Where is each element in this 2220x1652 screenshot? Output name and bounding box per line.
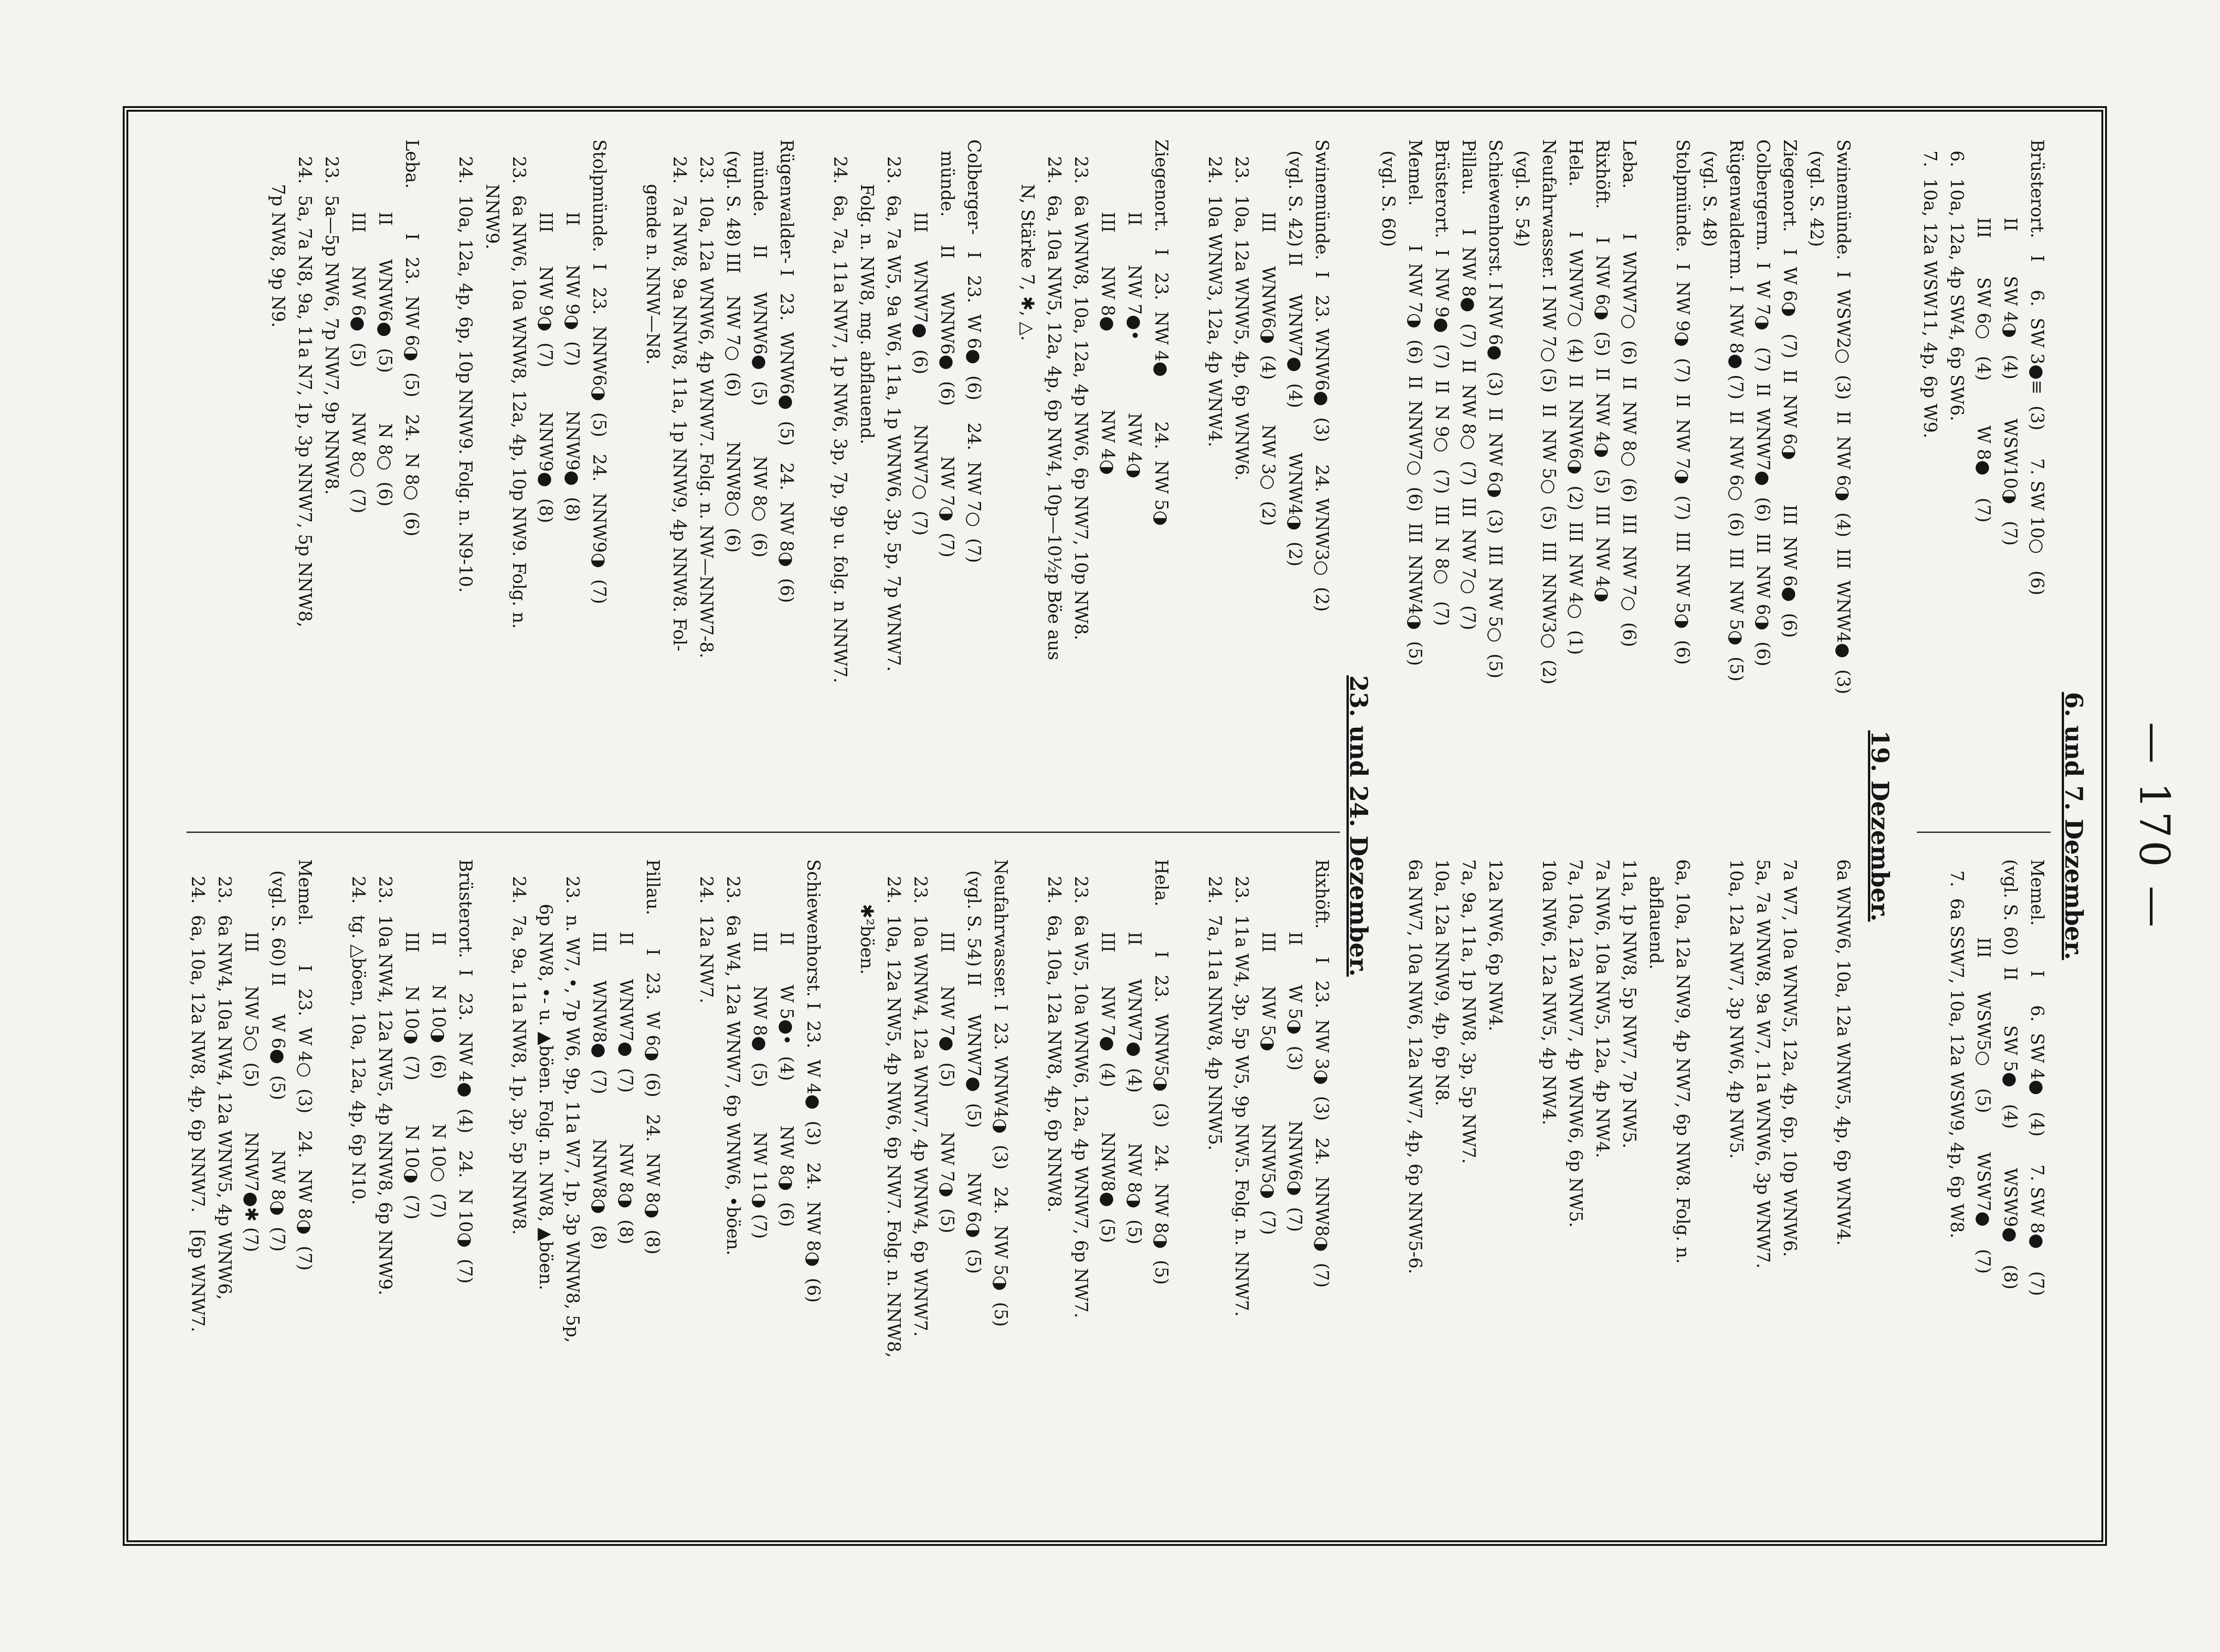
table-line: Stolpmünde. I 23. NNW6◑ (5) 24. NNW9◑ (7) — [589, 139, 610, 605]
table-line: II NW 9◑ (7) NNW9● (8) — [562, 139, 583, 522]
table-line: 5a, 7a WNW8, 9a W7, 11a WNW6, 3p WNW7. — [1753, 859, 1773, 1269]
table-line: 23. 6a W5, 10a WNW6, 12a, 4p WNW7, 6p NW7. — [1071, 859, 1091, 1318]
table-line: Stolpmünde. I NW 9◑ (7) II NW 7◑ (7) III NW 5◑ (6) — [1673, 139, 1693, 665]
table-line: 23. 6a WNW8, 10a, 12a, 4p NW6, 6p NW7, 10p NW8. — [1071, 139, 1091, 640]
table-line: 23. 10a NW4, 12a NW5, 4p NNW8, 6p NNW9. — [375, 859, 395, 1296]
table-line: Brüsterort. I 23. NW 4● (4) 24. N 10◑ (7) — [455, 859, 476, 1284]
table-line: 24. 10a WNW3, 12a, 4p WNW4. — [1205, 139, 1225, 447]
table-line: III NW 8● NW 4◑ — [1098, 139, 1118, 475]
table-line: Neufahrwasser. I 23. WNW4◑ (3) 24. NW 5◑ (5) — [991, 859, 1011, 1327]
table-line: Schiewenhorst. I NW 6● (3) II NW 6◑ (3) III NW 5○ (5) — [1485, 139, 1506, 679]
table-line: 10a, 12a NW7, 3p NW6, 4p NW5. — [1726, 859, 1747, 1159]
table-line: (vgl. S. 60) II SW 5● (4) WSW9● (8) — [2000, 859, 2021, 1290]
table-line: II N 10◑ (6) N 10○ (7) — [429, 859, 449, 1218]
table-line: 6a, 10a, 12a NW9, 4p NW7, 6p NW8. Folg. n. — [1673, 859, 1693, 1264]
table-line — [666, 859, 693, 1358]
table-line: II WNW6● (5) N 8○ (6) — [375, 139, 395, 507]
table-line: III WNW7● (6) NNW7○ (7) — [910, 139, 931, 536]
block-6-7-right — [1944, 859, 2051, 1296]
table-line: III NW 9◑ (7) NNW9● (8) — [536, 139, 556, 523]
table-line: 24. 12a NW7. — [696, 859, 717, 1004]
table-line: 23. 10a, 12a WNW5, 4p, 6p WNW6. — [1232, 139, 1252, 481]
table-line: münde. II WNW6● (5) NW 8○ (6) — [750, 139, 770, 558]
table-line: 7p NW8, 9p N9. — [268, 139, 288, 328]
table-line — [1175, 139, 1202, 683]
table-line: Memel. I NW 7◑ (6) II NNW7○ (6) III NNW4◑ (5) — [1405, 139, 1425, 666]
table-line: 7a W7, 10a WNW5, 12a, 4p, 6p, 10p WNW6. — [1780, 859, 1800, 1257]
table-line: 24. 6a, 10a, 12a NW8, 4p, 6p NNW8. — [1044, 859, 1065, 1213]
table-line: NNW9. — [482, 139, 503, 250]
table-line: (vgl. S. 42) II WNW7● (4) WNW4◑ (2) — [1285, 139, 1305, 567]
table-line: (vgl. S. 48) III NW 7○ (6) NNW8○ (6) — [723, 139, 743, 553]
table-line: Memel. I 6. SW 4● (4) 7. SW 8● (7) — [2027, 859, 2047, 1296]
table-line: Swinemünde. I WSW2○ (3) II NW 6◑ (4) III WNW4● (3) — [1833, 139, 1854, 694]
table-line: III NW 8● (5) NW 11◑ (7) — [750, 859, 770, 1239]
table-line: III SW 6○ (4) W 8● (7) — [1974, 139, 1994, 523]
table-line: III NW 7● (4) NNW8● (5) — [1098, 859, 1118, 1243]
table-line: N, Stärke 7, ✱, △. — [1017, 139, 1038, 341]
table-line: II WNW7● (4) NW 8◑ (5) — [1125, 859, 1145, 1245]
column-divider — [186, 832, 1340, 833]
table-line: Hela. I 23. WNW5◑ (3) 24. NW 8◑ (5) — [1151, 859, 1172, 1285]
table-line: Ziegenort. I 23. NW 4● 24. NW 5◑ — [1151, 139, 1172, 526]
table-line: Pillau. I 23. W 6◑ (6) 24. NW 8◑ (8) — [643, 859, 663, 1255]
table-line: 7. 10a, 12a WSW11, 4p, 6p W9. — [1920, 139, 1940, 439]
table-line: 24. tg. △böen, 10a, 12a, 4p, 6p N10. — [348, 859, 369, 1205]
table-line: Memel. I 23. W 4○ (3) 24. NW 8◑ (7) — [295, 859, 315, 1271]
table-line: III NW 5○ (5) NNW7●✱ (7) — [241, 859, 262, 1252]
section-title-dec-23-24: 23. und 24. Dezember. — [1344, 675, 1372, 977]
table-line: Neufahrwasser. I NW 7○ (5) II NW 5○ (5) III NNW3○ (2) — [1539, 139, 1559, 685]
table-line: Leba. I WNW7○ (6) II NW 8○ (6) III NW 7○ (6) — [1619, 139, 1640, 647]
table-line: 23. 6a, 7a W5, 9a W6, 11a, 1p WNW6, 3p, 5p, 7p WNW7. — [884, 139, 904, 672]
table-line: 23. n. W7, •, 7p W6, 9p, 11a W7, 1p, 3p WNW8, 5p, — [562, 859, 583, 1343]
table-line: 23. 5a—5p NW6, 7p NW7, 9p NNW8. — [322, 139, 342, 495]
table-line: Rixhöft. I NW 6◑ (5) II NW 4◑ (5) III NW 4◑ — [1592, 139, 1613, 603]
table-line — [1014, 859, 1041, 1358]
table-line: 10a, 12a NNW9, 4p, 6p N8. — [1432, 859, 1452, 1106]
table-line: 24. 7a, 9a, 11a NW8, 1p, 3p, 5p NNW8. — [509, 859, 529, 1235]
table-line — [827, 859, 854, 1358]
table-line: Colbergerm. I W 7◑ (7) II WNW7● (6) III NW 6◑ (6) — [1753, 139, 1773, 667]
block-23-24-right — [185, 859, 1335, 1358]
table-line — [1643, 139, 1669, 694]
table-line: 11a, 1p NW8, 5p NW7, 7p NW5. — [1619, 859, 1640, 1149]
block-19-left — [1375, 139, 1857, 694]
table-line: Rügenwalder- I 23. WNW6● (5) 24. NW 8◑ (6) — [777, 139, 797, 603]
table-line: 23. 10a WNW4, 12a WNW7, 4p WNW4, 6p WNW7. — [910, 859, 931, 1337]
table-line: Pillau. I NW 8● (7) II NW 8○ (7) III NW 7○ (7) — [1459, 139, 1479, 630]
table-line: 24. 10a, 12a, 4p, 6p, 10p NNW9. Folg. n. N9-10. — [455, 139, 476, 593]
table-line: 24. 10a, 12a NW5, 4p NW6, 6p NW7. Folg. n. NNW8, — [884, 859, 904, 1358]
block-19-right — [1402, 859, 1857, 1274]
table-line — [800, 139, 827, 683]
table-line: (vgl. S. 48) — [1699, 139, 1720, 247]
table-line — [987, 139, 1014, 683]
table-line: 7a, 9a, 11a, 1p NW8, 3p, 5p NW7. — [1459, 859, 1479, 1164]
table-line — [1175, 859, 1202, 1358]
table-line: 6. 10a, 12a, 4p SW4, 6p SW6. — [1947, 139, 1967, 421]
table-line: 6p NW8, •- u. ▲böen. Folg. n. NW8, ▲böen. — [536, 859, 556, 1290]
table-line: 10a NW6, 12a NW5, 4p NW4. — [1539, 859, 1559, 1125]
table-line: Colberger- I 23. W 6● (6) 24. NW 7○ (7) — [964, 139, 984, 563]
table-line: II W 5◑ (3) NNW6◑ (7) — [1285, 859, 1305, 1232]
table-line: gende n. NNW—N8. — [643, 139, 663, 365]
table-line: 7. 6a SSW7, 10a, 12a WSW9, 4p, 6p W8. — [1947, 859, 1967, 1239]
table-line — [479, 859, 506, 1358]
table-line — [425, 139, 452, 683]
table-line: Hela. I WNW7○ (4) II NNW6◑ (2) III NW 4○ (1) — [1566, 139, 1586, 655]
table-line — [318, 859, 345, 1358]
table-line: Brüsterort. I NW 9● (7) II N 9○ (7) III N 8○ (7) — [1432, 139, 1452, 626]
table-line — [1803, 859, 1830, 1274]
table-line: III NW 7● (5) NW 7◑ (5) — [937, 859, 957, 1233]
column-divider — [1917, 832, 2051, 833]
table-line: 12a NW6, 6p NW4. — [1485, 859, 1506, 1031]
table-line: II SW 4◑ (4) WSW10◑ (7) — [2000, 139, 2021, 546]
table-line: Rixhöft. I 23. NW 3◑ (3) 24. NNW8◑ (7) — [1312, 859, 1332, 1288]
table-line: 23. 11a W4, 3p, 5p W5, 9p NW5. Folg. n. NNW7. — [1232, 859, 1252, 1317]
table-line: III WNW8● (7) NNW8◑ (8) — [589, 859, 610, 1250]
block-23-24-left — [265, 139, 1335, 683]
block-6-7-left — [1917, 139, 2051, 595]
table-line: (vgl. S. 54) — [1512, 139, 1532, 247]
table-line: II W 5●• (4) NW 8◑ (6) — [777, 859, 797, 1227]
table-line: 7a, 10a, 12a WNW7, 4p WNW6, 6p NW5. — [1566, 859, 1586, 1228]
table-line: 24. 7a, 11a NNW8, 4p NNW5. — [1205, 859, 1225, 1151]
table-line: (vgl. S. 42) — [1807, 139, 1827, 247]
table-line: 24. 6a, 7a, 11a NW7, 1p NW6, 3p, 7p, 9p u. folg. n NNW7. — [830, 139, 850, 683]
table-line: 6a NW7, 10a NW6, 12a NW7, 4p, 6p NNW5-6. — [1405, 859, 1425, 1275]
table-line: III NW 5◑ NNW5◑ (7) — [1258, 859, 1279, 1235]
table-line: 23. 10a, 12a WNW6, 4p WNW7. Folg. n. NW—NNW7-8. — [696, 139, 717, 658]
table-line: 7a NW6, 10a NW5, 12a, 4p NW4. — [1592, 859, 1613, 1158]
table-line: (vgl. S. 60) II W 6● (5) NW 8◑ (7) — [268, 859, 288, 1252]
table-line: (vgl. S. 60) — [1378, 139, 1399, 247]
page-number: — 170 — — [2130, 722, 2178, 930]
table-line: Swinemünde. I 23. WNW6● (3) 24. WNW3○ (2) — [1312, 139, 1332, 612]
table-line — [1696, 859, 1723, 1274]
table-line: Schiewenhorst. I 23. W 4● (3) 24. NW 8◑ (6) — [803, 859, 824, 1303]
section-title-dec-19: 19. Dezember. — [1866, 730, 1894, 922]
table-line: Ziegenort. I W 6◑ (7) II NW 6◑ III NW 6● (6) — [1780, 139, 1800, 638]
table-line: Brüsterort. I 6. SW 3●≡ (3) 7. SW 10○ (6) — [2027, 139, 2047, 596]
section-title-dec-6-7: 6. und 7. Dezember. — [2059, 692, 2088, 960]
table-line: Folg. n. NW8, mg. abflauend. — [857, 139, 877, 445]
table-line: 24. 6a, 10a, 12a NW8, 4p, 6p NNW7. [6p WNW7. — [188, 859, 208, 1333]
table-line: II NW 7●• NW 4◑ — [1125, 139, 1145, 479]
table-line: 24. 5a, 7a N8, 9a, 11a N7, 1p, 3p NNW7, 5p NNW8, — [295, 139, 315, 628]
table-line: 6a WNW6, 10a, 12a WNW5, 4p, 6p WNW4. — [1833, 859, 1854, 1246]
table-line: (vgl. S. 54) II WNW7● (5) NW 6◑ (5) — [964, 859, 984, 1274]
table-line: Leba. I 23. NW 6◑ (5) 24. N 8○ (6) — [402, 139, 422, 537]
table-line: 23. 6a NW4, 10a NW4, 12a WNW5, 4p WNW6, — [215, 859, 235, 1300]
table-line: münde. II WNW6● (6) NW 7◑ (7) — [937, 139, 957, 558]
table-line: III WNW6◑ (4) NW 3○ (2) — [1258, 139, 1279, 526]
table-line: abflauend. — [1646, 859, 1666, 970]
table-line: 24. 7a NW8, 9a NNW8, 11a, 1p NNW9, 4p NNW8. Fol- — [670, 139, 690, 652]
table-line: 24. 6a, 10a NW5, 12a, 4p, 6p NW4, 10p—10½p Böe aus — [1044, 139, 1065, 660]
table-line: II WNW7● (7) NW 8◑ (8) — [616, 859, 636, 1245]
table-line: III WSW5○ (5) WSW7● (7) — [1974, 859, 1994, 1274]
page-frame — [123, 106, 2107, 1546]
table-line — [1509, 859, 1536, 1274]
table-line: Rügenwalderm. I NW 8● (7) II NW 6○ (6) III NW 5◑ (5) — [1726, 139, 1747, 682]
table-line: 23. 6a W4, 12a WNW7, 6p WNW6, •böen. — [723, 859, 743, 1256]
table-line: ✱²böen. — [857, 859, 877, 975]
table-line: III N 10◑ (7) N 10◑ (7) — [402, 859, 422, 1220]
table-line — [613, 139, 640, 683]
table-line: 23. 6a NW6, 10a WNW8, 12a, 4p, 10p NW9. Folg. n. — [509, 139, 529, 629]
table-line: III NW 6● (5) NW 8○ (7) — [348, 139, 369, 514]
